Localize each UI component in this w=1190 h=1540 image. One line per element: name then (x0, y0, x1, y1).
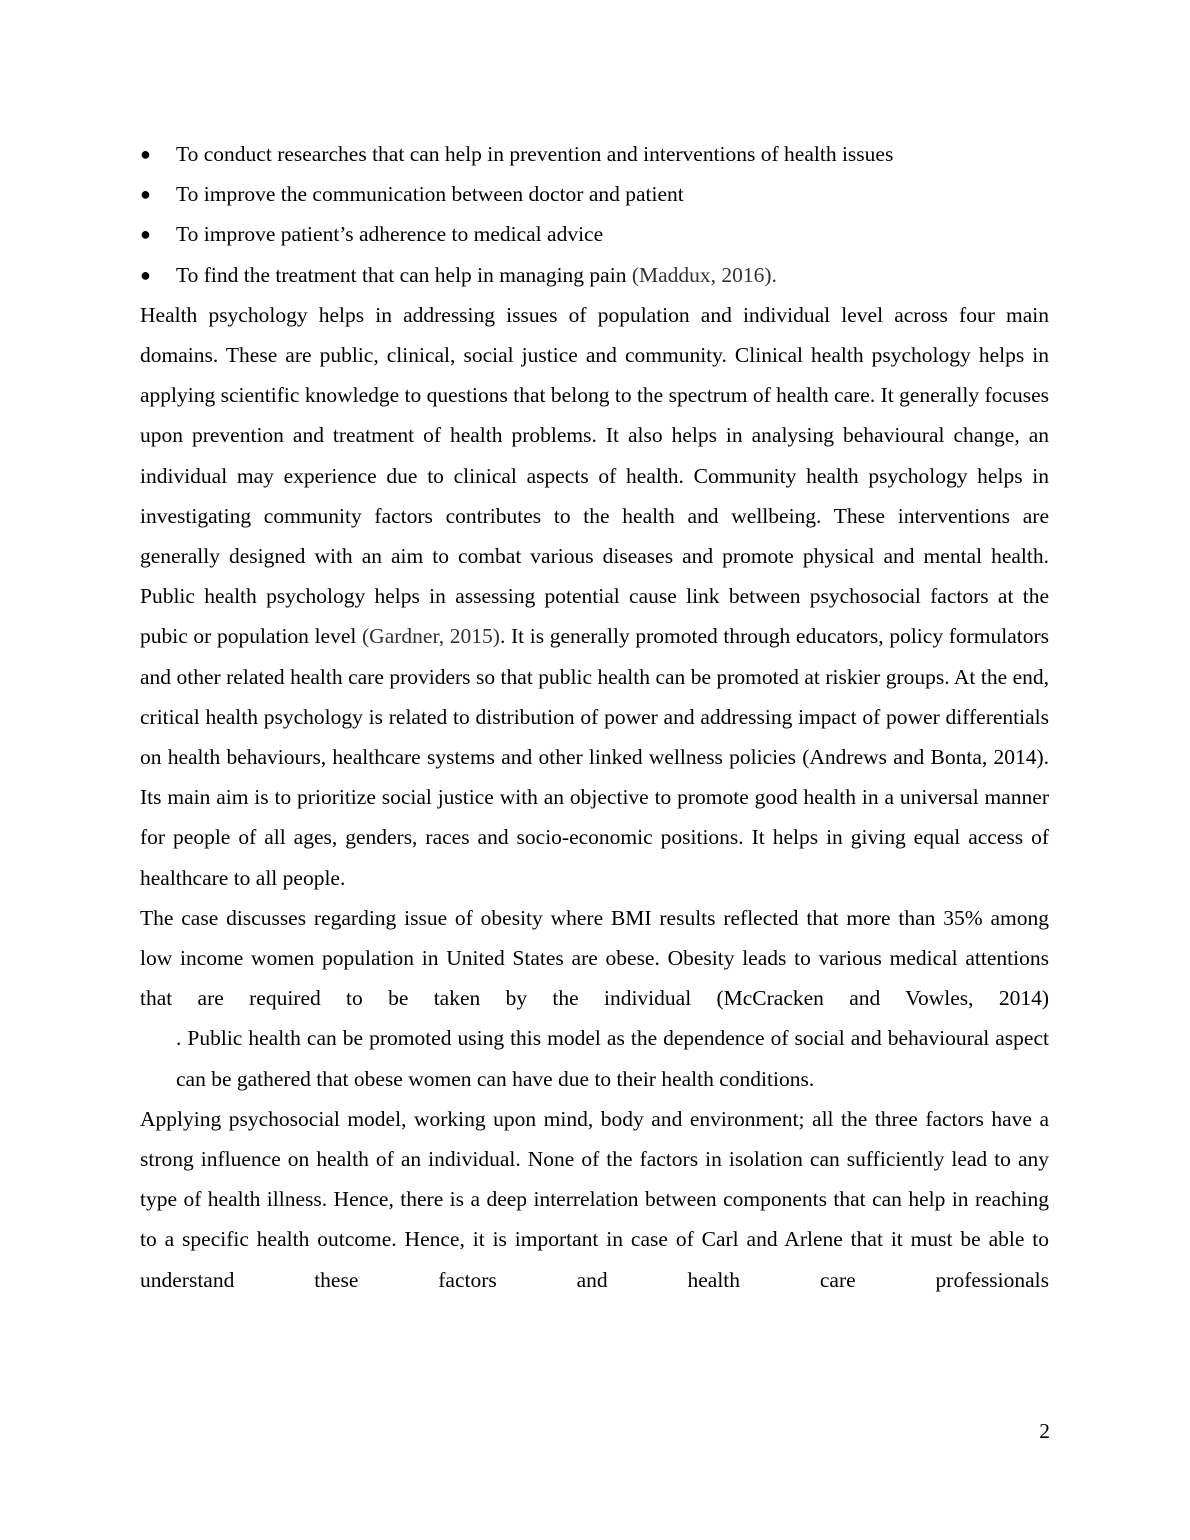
bullet-icon: ● (140, 224, 151, 245)
citation: (Maddux, 2016). (631, 262, 777, 287)
page-number: 2 (1039, 1419, 1050, 1443)
paragraph-obesity-case (140, 898, 1049, 1019)
paragraph-text: . Public health can be promoted using this model as the dependence of social and behavioural aspect can be gathered that obese women can have due to their health conditions. (176, 1026, 1049, 1091)
bullet-icon: ● (140, 264, 151, 285)
paragraph-health-psychology-domains (140, 295, 1049, 898)
list-item (140, 134, 1049, 174)
paragraph-public-health-model (140, 1018, 1049, 1098)
list-item (140, 214, 1049, 254)
paragraph-text: Health psychology helps in addressing issues of population and individual level across four main domains. These are public, clinical, social justice and community. Clinical health psychology helps in applying scientific knowledge to questions that belong to the spectrum of health care. It generally focuses upon prevention and treatment of health problems. It also helps in analysing behavioural change, an individual may experience due to clinical aspects of health. Community health psychology helps in investigating community factors contributes to the health and wellbeing. These interventions are generally designed with an aim to combat various diseases and promote physical and mental health. Public health psychology helps in assessing potential cause link between psychosocial factors at the pubic or population level (140, 302, 1049, 649)
page-content (140, 134, 1049, 1300)
paragraph-text: Applying psychosocial model, working upon mind, body and environment; all the three factors have a strong influence on health of an individual. None of the factors in isolation can sufficiently lead to any type of health illness. Hence, there is a deep interrelation between components that can help in reaching to a specific health outcome. Hence, it is important in case of Carl and Arlene that it must be able to understand these factors and health care professionals (140, 1106, 1049, 1292)
list-item-text: To find the treatment that can help in managing pain (176, 262, 632, 287)
list-item (140, 255, 1049, 295)
list-item-text: To improve the communication between doctor and patient (176, 182, 684, 207)
paragraph-text: . It is generally promoted through educators, policy formulators and other related health care providers so that public health can be promoted at riskier groups. At the end, critical health psychology is related to distribution of power and addressing impact of power differentials on health behaviours, healthcare systems and other linked wellness policies (Andrews and Bonta, 2014). Its main aim is to prioritize social justice with an objective to promote good health in a universal manner for people of all ages, genders, races and socio-economic positions. It helps in giving equal access of healthcare to all people. (140, 624, 1050, 890)
citation: (Gardner, 2015) (362, 624, 500, 649)
list-item-text: To conduct researches that can help in prevention and interventions of health issues (176, 142, 894, 166)
paragraph-psychosocial-model (140, 1099, 1049, 1300)
paragraph-text: The case discusses regarding issue of obesity where BMI results reflected that more than 35% among low income women population in United States are obese. Obesity leads to various medical attentions that are required to be taken by the individual (McCracken and Vowles, 2014) (140, 905, 1049, 1011)
bullet-icon: ● (140, 184, 151, 205)
list-item (140, 174, 1049, 214)
objectives-list (140, 134, 1049, 295)
bullet-icon: ● (140, 144, 151, 164)
list-item-text: To improve patient’s adherence to medical advice (176, 222, 604, 247)
